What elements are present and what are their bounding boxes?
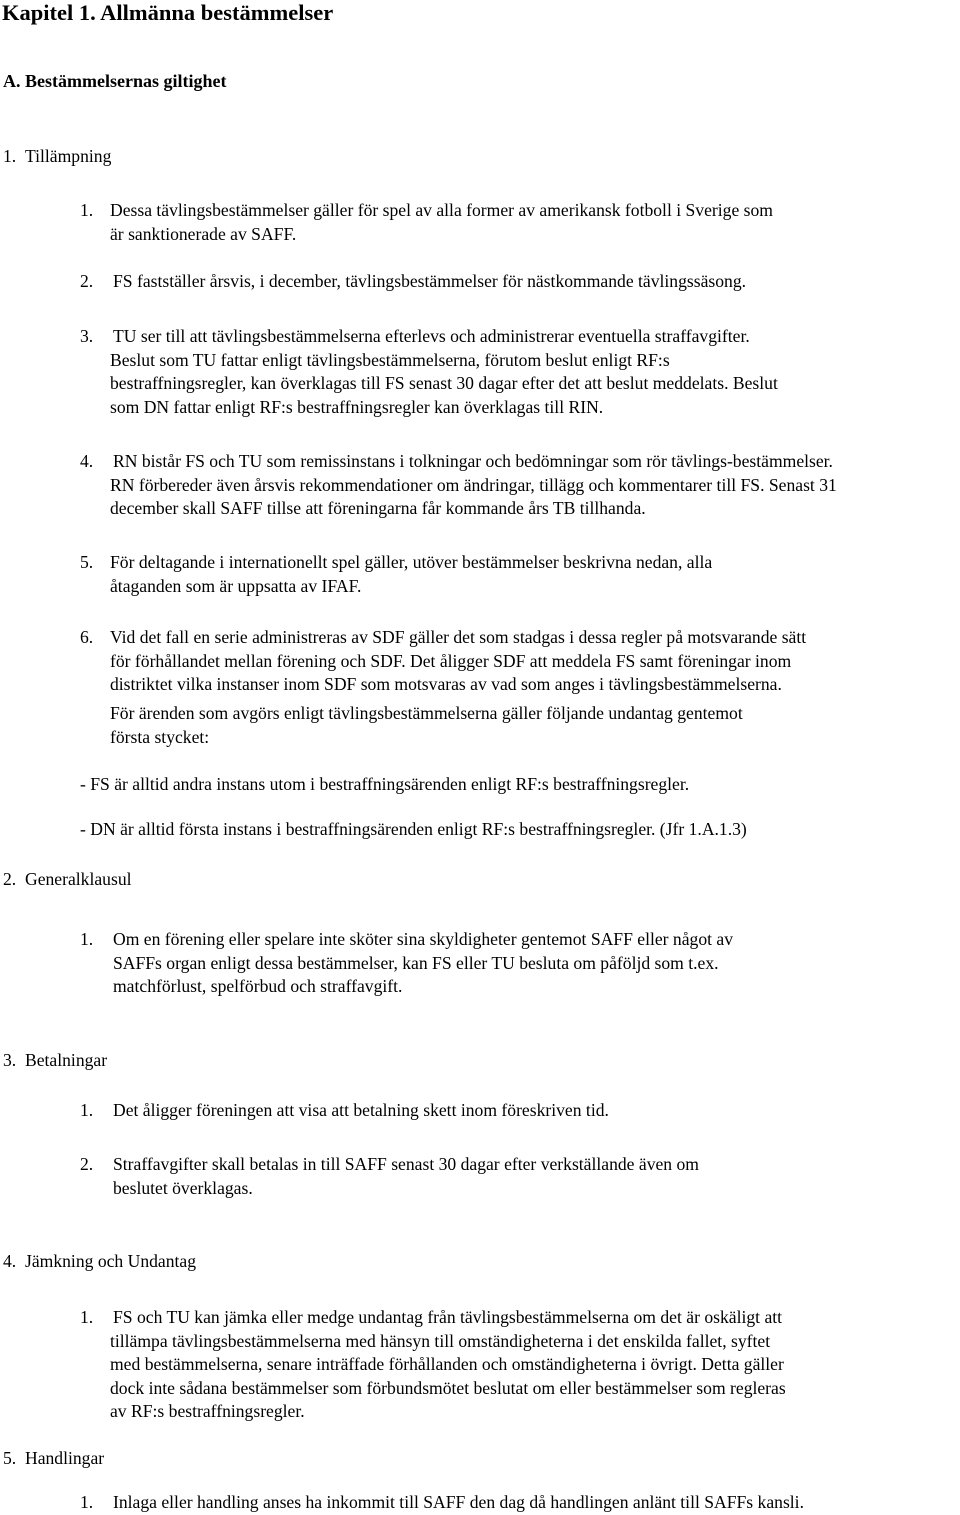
text-line: FS fastställer årsvis, i december, tävlingsbestämmelser för nästkommande tävlingssäsong. — [113, 271, 747, 291]
section-number: 3. — [3, 1050, 17, 1070]
item-1-6-exception-intro — [110, 702, 743, 749]
section-number: 2. — [3, 869, 17, 889]
item-number: 1. — [80, 1492, 94, 1512]
text-line: RN förbereder även årsvis rekommendationer om ändringar, tillägg och kommentarer till FS. Senast 31 — [110, 474, 837, 495]
section-number: 4. — [3, 1251, 17, 1271]
chapter-title: Kapitel 1. Allmänna bestämmelser — [2, 0, 334, 25]
text-line: distriktet vilka instanser inom SDF som motsvaras av vad som anges i tävlingsbestämmelserna. — [110, 674, 782, 694]
section-title: Tillämpning — [25, 146, 112, 166]
item-number: 2. — [80, 271, 94, 291]
section-title: Handlingar — [25, 1448, 105, 1468]
text-line: bestraffningsregler, kan överklagas till FS senast 30 dagar efter det att beslut meddelats. Beslut — [110, 373, 778, 393]
item-3-2-text — [113, 1153, 699, 1200]
text-line: Straffavgifter skall betalas in till SAFF senast 30 dagar efter verkställande även om — [113, 1154, 699, 1174]
item-4-1-text — [110, 1306, 786, 1424]
item-number: 6. — [80, 627, 94, 647]
text-line: för förhållandet mellan förening och SDF. Det åligger SDF att meddela FS samt föreningar inom — [110, 650, 792, 671]
text-line: dock inte sådana bestämmelser som förbundsmötet beslutat om eller bestämmelser som regleras — [110, 1377, 786, 1398]
text-line: Beslut som TU fattar enligt tävlingsbestämmelserna, förutom beslut enligt RF:s — [110, 349, 670, 370]
section-5-heading — [3, 1447, 104, 1471]
text-line: SAFFs organ enligt dessa bestämmelser, kan FS eller TU besluta om påföljd som t.ex. — [113, 952, 719, 973]
item-1-5-text — [110, 551, 712, 598]
section-a-heading: A. Bestämmelsernas giltighet — [3, 71, 227, 91]
text-line: åtaganden som är uppsatta av IFAF. — [110, 575, 362, 596]
text-line: Inlaga eller handling anses ha inkommit till SAFF den dag då handlingen anlänt till SAFFs kansli. — [113, 1492, 804, 1512]
item-3-1-text — [113, 1099, 609, 1123]
text-line: Om en förening eller spelare inte sköter sina skyldigheter gentemot SAFF eller något av — [113, 929, 734, 949]
text-line: För ärenden som avgörs enligt tävlingsbestämmelserna gäller följande undantag gentemot — [110, 703, 743, 723]
section-1-heading — [3, 145, 111, 169]
section-title: Jämkning och Undantag — [25, 1251, 197, 1271]
text-line: är sanktionerade av SAFF. — [110, 223, 297, 244]
text-line: december skall SAFF tillse att föreningarna får kommande års TB tillhanda. — [110, 498, 646, 518]
item-1-2-text — [113, 270, 746, 294]
item-number: 1. — [80, 200, 94, 220]
item-5-1-text — [113, 1491, 804, 1515]
text-line: beslutet överklagas. — [113, 1177, 253, 1198]
section-title: Betalningar — [25, 1050, 108, 1070]
item-number: 2. — [80, 1154, 94, 1174]
text-line: av RF:s bestraffningsregler. — [110, 1401, 305, 1421]
item-1-6-text — [110, 626, 806, 697]
exception-dn: - DN är alltid första instans i bestraffningsärenden enligt RF:s bestraffningsregler. (Jfr 1.A.1.3) — [80, 819, 747, 839]
section-3-heading — [3, 1049, 107, 1073]
text-line: Vid det fall en serie administreras av SDF gäller det som stadgas i dessa regler på motsvarande sätt — [110, 627, 807, 647]
text-line: med bestämmelserna, senare inträffade förhållanden och omständigheterna i övrigt. Detta gäller — [110, 1354, 784, 1374]
section-title: Generalklausul — [25, 869, 132, 889]
item-2-1-text — [113, 928, 733, 999]
section-2-heading — [3, 868, 132, 892]
item-number: 1. — [80, 929, 94, 949]
section-number: 5. — [3, 1448, 17, 1468]
text-line: RN bistår FS och TU som remissinstans i tolkningar och bedömningar som rör tävlings-bestämmelser. — [113, 451, 833, 471]
text-line: TU ser till att tävlingsbestämmelserna efterlevs och administrerar eventuella straffavgifter. — [113, 326, 750, 346]
text-line: första stycket: — [110, 726, 210, 747]
item-number: 1. — [80, 1307, 94, 1327]
item-number: 3. — [80, 326, 94, 346]
item-number: 4. — [80, 451, 94, 471]
text-line: FS och TU kan jämka eller medge undantag från tävlingsbestämmelserna om det är oskäligt att — [113, 1307, 783, 1327]
text-line: som DN fattar enligt RF:s bestraffningsregler kan överklagas till RIN. — [110, 396, 604, 417]
text-line: tillämpa tävlingsbestämmelserna med hänsyn till omständigheterna i det enskilda fallet, syftet — [110, 1330, 771, 1351]
text-line: För deltagande i internationellt spel gäller, utöver bestämmelser beskrivna nedan, alla — [110, 552, 713, 572]
item-number: 1. — [80, 1100, 94, 1120]
item-1-4-text — [110, 450, 837, 521]
item-1-1-text — [110, 199, 773, 246]
text-line: Det åligger föreningen att visa att betalning skett inom föreskriven tid. — [113, 1100, 609, 1120]
item-number: 5. — [80, 552, 94, 572]
exception-fs: - FS är alltid andra instans utom i bestraffningsärenden enligt RF:s bestraffningsregler. — [80, 774, 690, 794]
item-1-3-text — [110, 325, 778, 419]
section-4-heading — [3, 1250, 196, 1274]
section-number: 1. — [3, 146, 17, 166]
text-line: Dessa tävlingsbestämmelser gäller för spel av alla former av amerikansk fotboll i Sverige som — [110, 200, 773, 220]
text-line: matchförlust, spelförbud och straffavgift. — [113, 976, 403, 996]
